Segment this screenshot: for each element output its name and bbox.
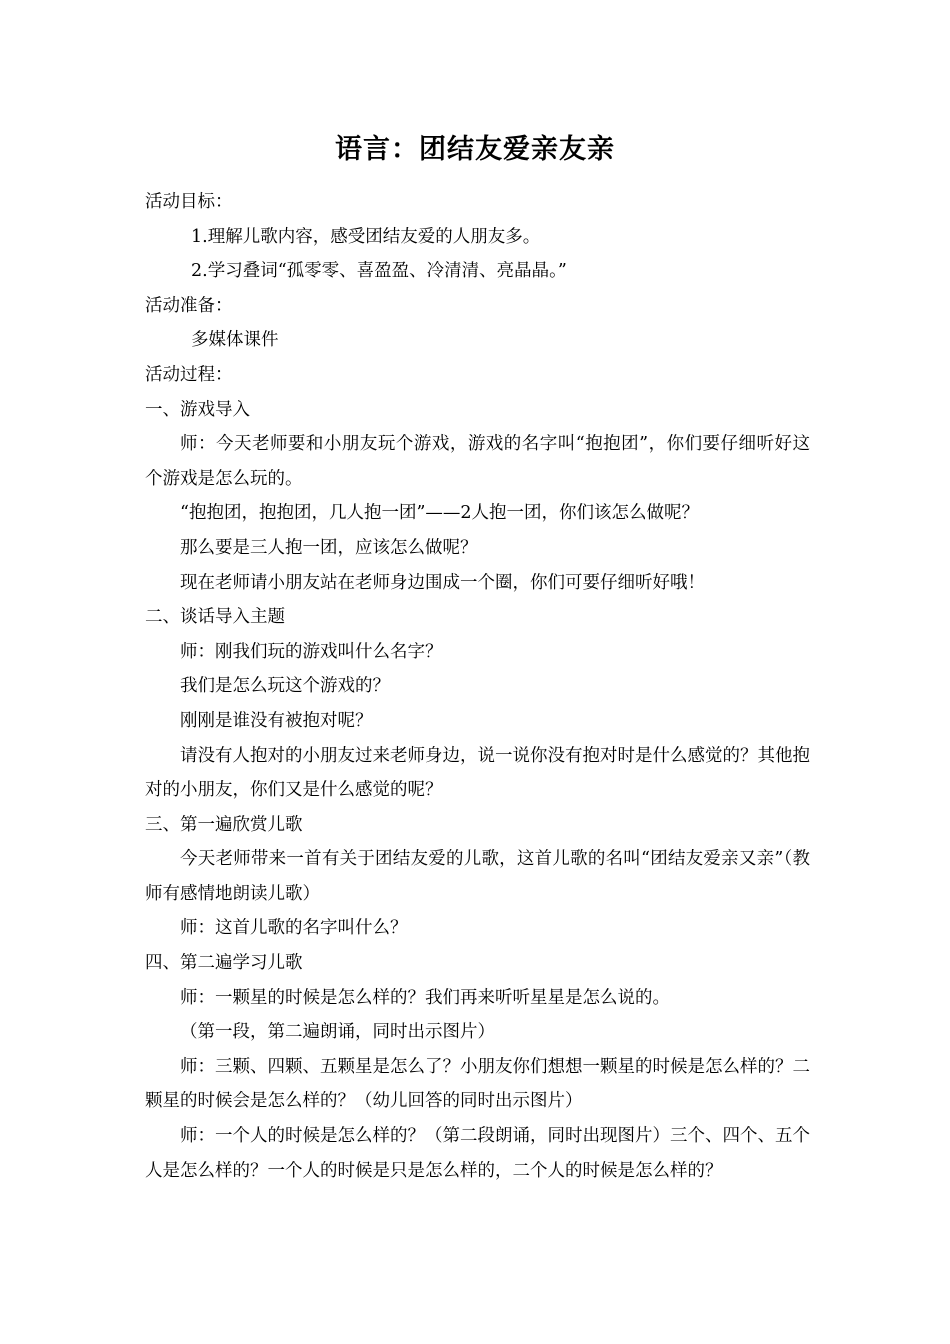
goals-heading: 活动目标：: [145, 192, 233, 212]
prep-heading: 活动准备：: [145, 295, 233, 316]
paragraph: 师：刚我们玩的游戏叫什么名字？: [180, 641, 443, 662]
paragraph: 那么要是三人抱一团，应该怎么做呢？: [180, 537, 478, 558]
paragraph: 师：三颗、四颗、五颗星是怎么了？小朋友你们想想一颗星的时候是怎么样的？二颗星的时候会是怎么样的？（幼儿回答的同时出示图片）: [145, 1056, 810, 1112]
goal-item-1: 1.理解儿歌内容，感受团结友爱的人朋友多。: [191, 226, 541, 247]
paragraph: “抱抱团，抱抱团，几人抱一团”——2人抱一团，你们该怎么做呢？: [180, 503, 700, 524]
paragraph: 我们是怎么玩这个游戏的？: [180, 676, 390, 697]
section-heading-1: 一、游戏导入: [145, 399, 250, 420]
document-body: [145, 185, 810, 1188]
paragraph: 现在老师请小朋友站在老师身边围成一个圈，你们可要仔细听好哦！: [180, 572, 705, 593]
paragraph: 今天老师带来一首有关于团结友爱的儿歌，这首儿歌的名叫“团结友爱亲又亲”（教师有感情地朗读儿歌）: [145, 849, 810, 904]
section-heading-3: 三、第一遍欣赏儿歌: [145, 814, 303, 835]
process-heading: 活动过程：: [145, 364, 233, 385]
paragraph: 师：一颗星的时候是怎么样的？我们再来听听星星是怎么说的。: [180, 987, 670, 1008]
paragraph: （第一段，第二遍朗诵，同时出示图片）: [180, 1022, 495, 1043]
paragraph: 刚刚是谁没有被抱对呢？: [180, 710, 373, 731]
page-title: 语言：团结友爱亲友亲: [335, 134, 615, 165]
paragraph: 请没有人抱对的小朋友过来老师身边，说一说你没有抱对时是什么感觉的？其他抱对的小朋友，你们又是什么感觉的呢？: [145, 745, 810, 801]
section-heading-2: 二、谈话导入主题: [145, 607, 285, 628]
paragraph: 师：这首儿歌的名字叫什么？: [180, 918, 408, 939]
goal-item-2: 2.学习叠词“孤零零、喜盈盈、冷清清、亮晶晶。”: [191, 261, 567, 282]
section-heading-4: 四、第二遍学习儿歌: [145, 953, 303, 974]
prep-item: 多媒体课件: [191, 330, 279, 351]
paragraph: 师：一个人的时候是怎么样的？（第二段朗诵，同时出现图片）三个、四个、五个人是怎么样的？一个人的时候是只是怎么样的，二个人的时候是怎么样的？: [145, 1126, 810, 1181]
paragraph: 师：今天老师要和小朋友玩个游戏，游戏的名字叫“抱抱团”，你们要仔细听好这个游戏是怎么玩的。: [145, 434, 810, 489]
